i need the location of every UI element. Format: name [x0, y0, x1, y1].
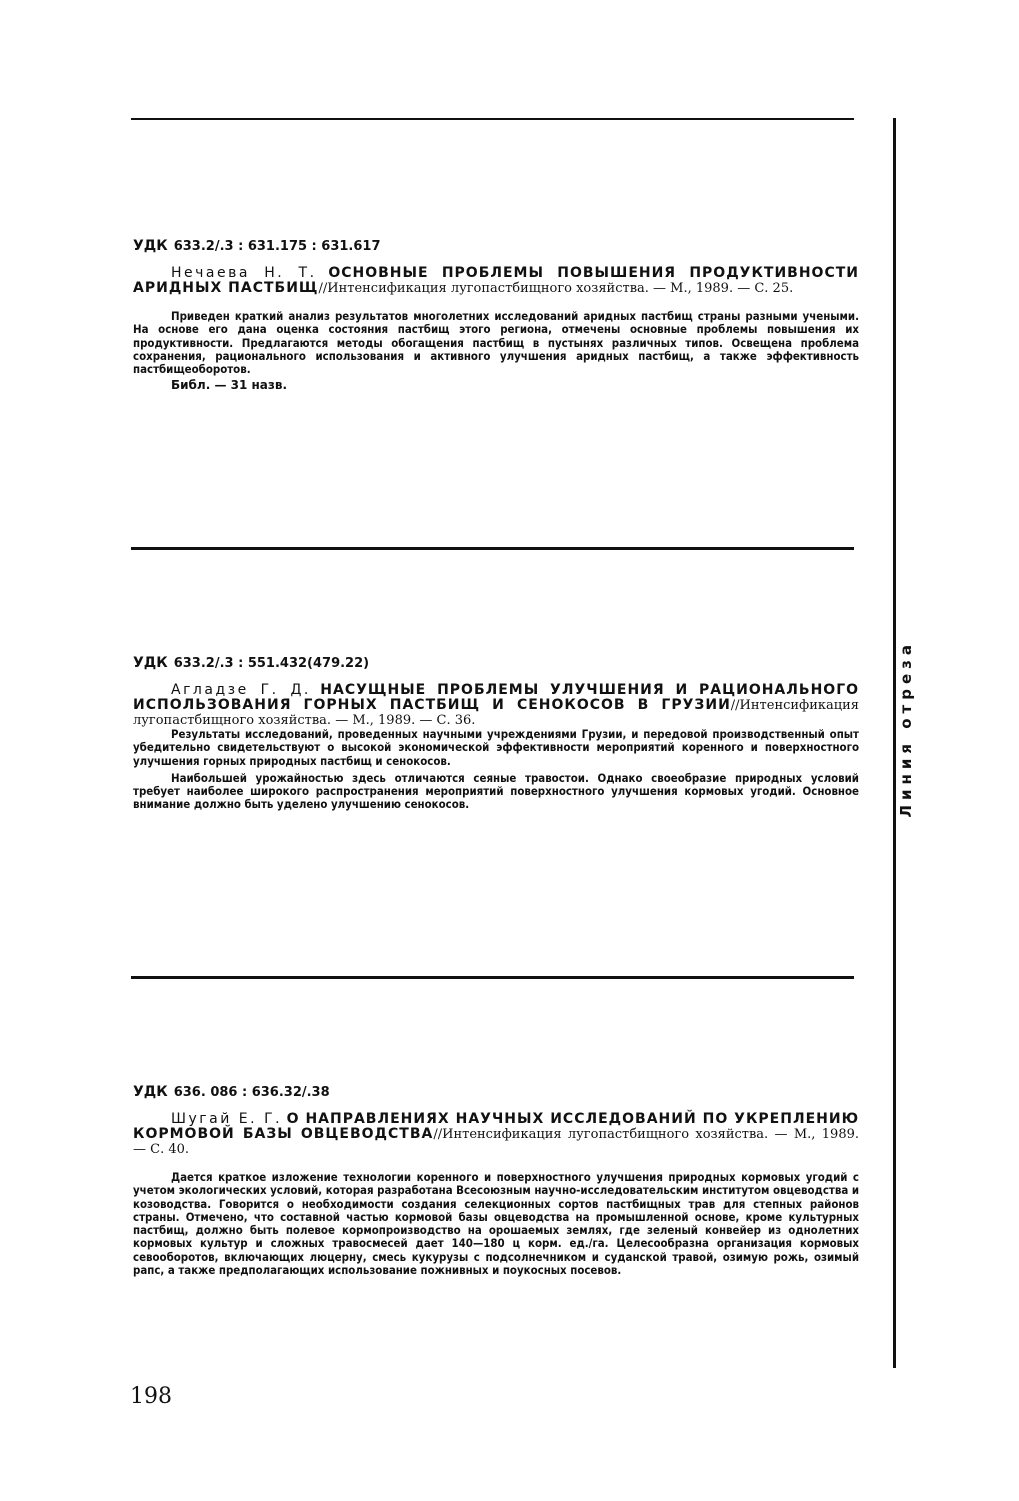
udc-code: УДК 636. 086 : 636.32/.38 [133, 1084, 330, 1100]
top-rule [131, 118, 854, 120]
abstract-text: Приведен краткий анализ результатов многолетних исследований аридных пастбищ страны разными учеными. На основе его дана оценка состояния пастбищ этого региона, отмечены основные проблемы повышения их продуктивности. Предлагаются методы обогащения пастбищ в пустынях различных типов. Освещена проблема сохранения, рационального использования и активного улучшения аридных пастбищ, а также эффективность пастбищеоборотов. [133, 309, 859, 377]
abstract-text: Результаты исследований, проведенных научными учреждениями Грузии, и передовой производственный опыт убедительно свидетельствуют о высокой экономической эффективности мероприятий коренного и поверхностного улучшения горных природных пастбищ и сенокосов. [133, 727, 859, 768]
abstract-card-1 [133, 238, 859, 392]
bibliographic-reference [133, 266, 859, 296]
section-divider [131, 547, 854, 550]
article-title: ОСНОВНЫЕ ПРОБЛЕМЫ ПОВЫШЕНИЯ ПРОДУКТИВНОСТИ АРИДНЫХ ПАСТБИЩ [133, 265, 859, 296]
bibliographic-reference [133, 1112, 859, 1157]
source: //Интенсификация лугопастбищного хозяйства. — М., 1989. — С. 25. [318, 281, 794, 296]
author: Агладзе Г. Д. [171, 682, 311, 698]
section-divider [131, 976, 854, 979]
abstract-text-continued: Наибольшей урожайностью здесь отличаются сеяные травостои. Однако своеобразие природных условий требует наиболее широкого распространения мероприятий поверхностного улучшения кормовых угодий. Основное внимание должно быть уделено улучшению сенокосов. [133, 770, 859, 812]
article-title: О НАПРАВЛЕНИЯХ НАУЧНЫХ ИССЛЕДОВАНИЙ ПО УКРЕПЛЕНИЮ КОРМОВОЙ БАЗЫ ОВЦЕВОДСТВА [133, 1111, 860, 1142]
abstract-text: Дается краткое изложение технологии коренного и поверхностного улучшения природных кормовых угодий с учетом экологических условий, которая разработана Всесоюзным научно-исследовательским институтом овцеводства и козоводства. Говорится о необходимости создания селекционных сортов пастбищных трав для степных районов страны. Отмечено, что составной частью кормовой базы овцеводства на промышленной основе, кроме культурных пастбищ, должно быть полевое кормопроизводство на орошаемых землях, где зеленый конвейер из однолетних кормовых культур и сложных травосмесей дает 140—180 ц корм. ед./га. Целесообразна организация кормовых севооборотов, включающих люцерну, смесь кукурузы с подсолнечником и суданской травой, озимую рожь, озимый рапс, а также предполагающих использование пожнивных и поукосных посевов. [133, 1170, 859, 1278]
udc-prefix: УДК [133, 655, 168, 671]
page-number: 198 [130, 1384, 172, 1409]
author: Нечаева Н. Т. [171, 265, 317, 281]
cut-line-label: Линия отреза [897, 640, 915, 818]
source: //Интенсификация лугопастбищного хозяйства. — М., 1989. — С. 36. [133, 698, 859, 728]
udc-code: УДК 633.2/.3 : 551.432(479.22) [133, 655, 370, 671]
cut-line [893, 118, 896, 1368]
udc-prefix: УДК [133, 238, 168, 254]
bibliography-count: Библ. — 31 назв. [171, 378, 288, 393]
bibliographic-reference [133, 683, 859, 728]
abstract-card-3 [133, 1084, 859, 1277]
udc-code: УДК 633.2/.3 : 631.175 : 631.617 [133, 238, 381, 254]
author: Шугай Е. Г. [171, 1111, 283, 1127]
udc-prefix: УДК [133, 1084, 168, 1100]
article-title: НАСУЩНЫЕ ПРОБЛЕМЫ УЛУЧШЕНИЯ И РАЦИОНАЛЬНОГО ИСПОЛЬЗОВАНИЯ ГОРНЫХ ПАСТБИЩ И СЕНОКОСОВ В ГРУЗИИ [133, 682, 860, 713]
abstract-card-2 [133, 655, 859, 812]
source: //Интенсификация лугопастбищного хозяйства. — М., 1989. — С. 40. [133, 1127, 859, 1157]
